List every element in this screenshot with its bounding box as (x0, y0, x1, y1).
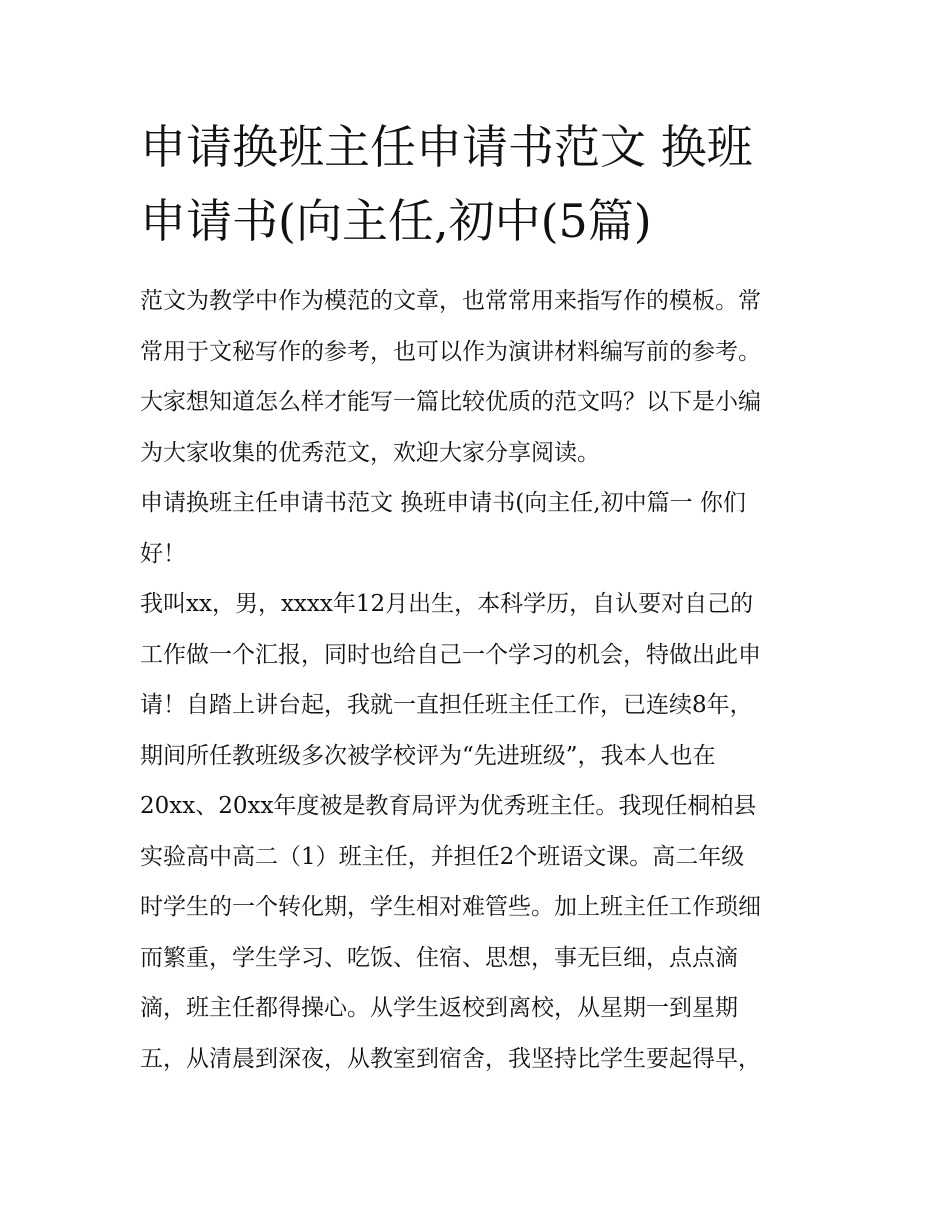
letter-body-paragraph: 我叫xx，男，xxxx年12月出生，本科学历，自认要对自己的 工作做一个汇报，同时也给自己一个学习的机会，特做出此申 请！自踏上讲台起，我就一直担任班主任工作，已连续8年， 期间所任教班级多次被学校评为“先进班级”，我本人也在 20xx、20xx年度被是教育局评为优秀班主任。我现任桐柏县 实验高中高二（1）班主任，并担任2个班语文课。高二年级 时学生的一个转化期，学生相对难管些。加上班主任工作琐细 而繁重，学生学习、吃饭、住宿、思想，事无巨细，点点滴 滴，班主任都得操心。从学生返校到离校，从星期一到星期 五，从清晨到深夜，从教室到宿舍，我坚持比学生要起得早， (140, 591, 761, 1072)
document-content (140, 110, 820, 1084)
document-title: 申请换班主任申请书范文 换班 申请书(向主任,初中(5篇) (140, 120, 753, 248)
intro-paragraph: 范文为教学中作为模范的文章，也常常用来指写作的模板。常 常用于文秘写作的参考，也可以作为演讲材料编写前的参考。 大家想知道怎么样才能写一篇比较优质的范文吗？以下是小编 为大家收集的优秀范文，欢迎大家分享阅读。 (140, 288, 761, 466)
section-heading-paragraph: 申请换班主任申请书范文 换班申请书(向主任,初中篇一 你们 好！ (140, 490, 746, 567)
document-body (140, 276, 820, 1084)
